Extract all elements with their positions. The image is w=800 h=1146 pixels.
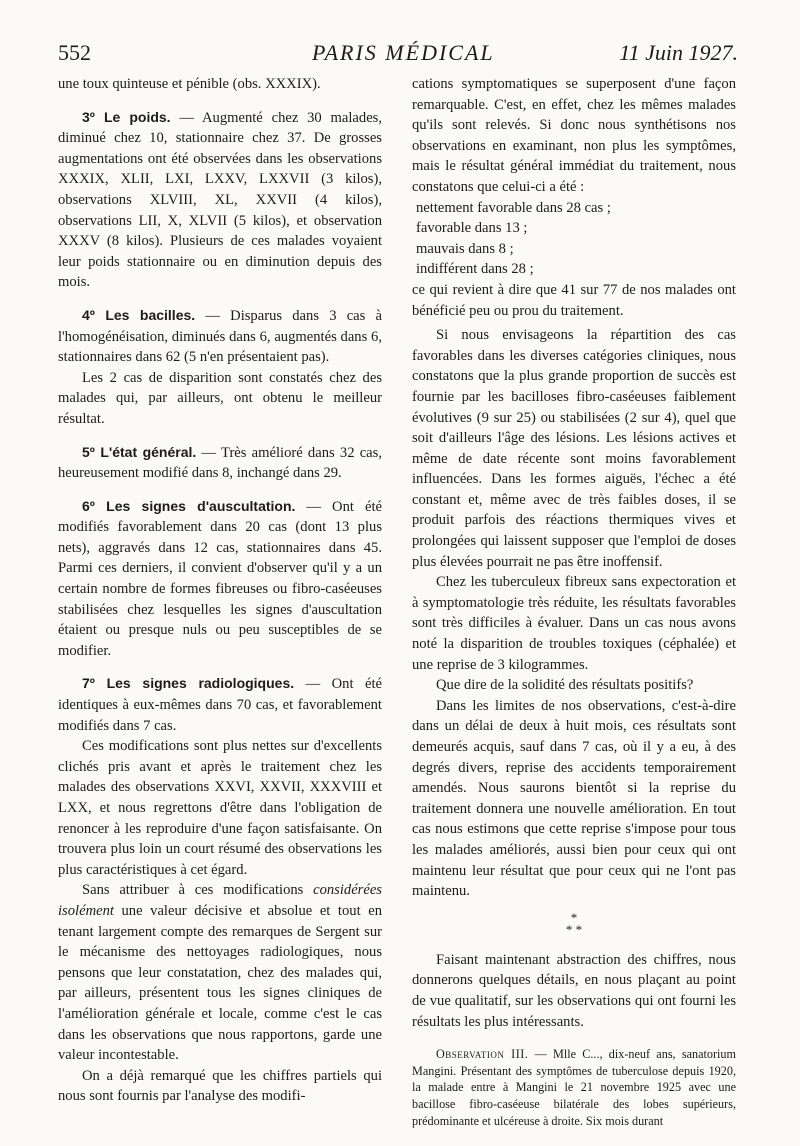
section-general-state: [58, 442, 382, 484]
section-text: — Très amélioré dans 32 cas, heureusement modifié dans 8, inchangé dans 29.: [58, 444, 382, 482]
section-text: — Disparus dans 3 cas à l'homogénéisation, diminués dans 6, augmentés dans 6, stationnaires dans 62 (5 n'en présentaient pas).: [58, 307, 383, 366]
section-text: — Ont été modifiés favorablement dans 20 cas (dont 13 plus nets), aggravés dans 12 cas, stationnaires dans 45. Parmi ces derniers, il convient d'observer qu'il y a un certain nombre de formes fibreuses ou fibro-caséeuses stabilisées chez lesquelles les signes d'auscultation étaient ou presque nuls ou peu susceptibles de se modifier.: [58, 498, 382, 659]
paragraph: Que dire de la solidité des résultats positifs?: [436, 677, 694, 694]
paragraph: Sans attribuer à ces modifications considérées isolément une valeur décisive et absolue et tout en tenant largement compte des remarques de Sergent sur le mécanisme des nettoyages radiologiques, nous pensons que leur constatation, chez des malades qui, par ailleurs, présentent tous les signes cliniques de l'amélioration générale et locale, comme c'est le cas dans les observations que nous rapportons, garde une valeur incontestable.: [58, 882, 382, 1064]
paragraph: Chez les tuberculeux fibreux sans expectoration et à symptomatologie très réduite, les résultats favorables sont très difficiles à évaluer. Dans un cas nous avons noté la disparition de troubles toxiques (céphalée) et une reprise de 3 kilogrammes.: [412, 574, 736, 673]
result-list-item: nettement favorable dans 28 cas ;: [416, 199, 611, 216]
result-list-item: indifférent dans 28 ;: [416, 261, 534, 278]
section-heading: 7º Les signes radiologiques.: [82, 675, 295, 692]
emphasis: considérées isolément: [58, 882, 382, 919]
section-text: — Ont été identiques à eux-mêmes dans 70 cas, et favorablement modifiés dans 7 cas.: [58, 676, 382, 734]
right-column: [412, 74, 736, 1129]
running-header: [58, 38, 738, 70]
section-weight: [58, 107, 382, 293]
paragraph: Faisant maintenant abstraction des chiffres, nous donnerons quelques détails, en nous plaçant au point de vue qualitatif, sur les observations qui ont fourni les résultats les plus intéressants.: [412, 951, 736, 1030]
section-radiological: [58, 673, 382, 736]
section-auscultation: [58, 496, 382, 662]
left-column: [58, 74, 382, 1107]
journal-title: PARIS MÉDICAL: [312, 40, 495, 65]
result-list-item: mauvais dans 8 ;: [416, 240, 514, 257]
section-heading: 5º L'état général.: [82, 443, 197, 460]
observation-entry: [412, 1046, 736, 1129]
paragraph: cations symptomatiques se superposent d'une façon remarquable. C'est, en effet, chez les mêmes malades qu'ils sont relevés. Si donc nous synthétisons nos observations en examinant, non plus les symptômes, mais le résultat général immédiat du traitement, nous constatons que celui-ci a été :: [412, 76, 736, 195]
section-heading: 4º Les bacilles.: [82, 306, 196, 323]
paragraph: Les 2 cas de disparition sont constatés chez des malades qui, par ailleurs, ont obtenu le meilleur résultat.: [58, 369, 382, 427]
observation-text: — Mlle C..., dix-neuf ans, sanatorium Mangini. Présentant des symptômes de tuberculose depuis 1920, la malade entre à Mangini le 21 novembre 1925 avec une bacillose fibro-caséeuse bilatérale des lobes supérieurs, prédominante et ulcéreuse à droite. Six mois durant: [412, 1047, 736, 1128]
paragraph: Si nous envisageons la répartition des cas favorables dans les diverses catégories cliniques, nous constatons que la plus grande proportion de succès est fournie par les bacilloses fibro-caséeuses faiblement évolutives (9 sur 25) ou stabilisées (2 sur 4), quel que soit d'ailleurs l'âge des lésions. Les lésions actives et même de date récente sont moins favorablement influencées. Dans les formes aiguës, l'échec a été constant et, même avec de très faibles doses, il se produit parfois des réactions thermiques vives et prolongées qui laissent supposer que l'emploi de doses plus élevées pourrait ne pas être inoffensif.: [412, 327, 736, 570]
paragraph: Ces modifications sont plus nettes sur d'excellents clichés pris avant et après le traitement chez les malades des observations XXVI, XXVII, XXXVIII et LXX, et nous regrettons d'être dans l'obligation de renoncer à les reproduire d'une façon satisfaisante. On trouvera plus loin un court résumé des observations les plus caractéristiques à cet égard.: [58, 738, 382, 878]
issue-date: 11 Juin 1927.: [619, 40, 738, 65]
page-number: 552: [58, 40, 91, 65]
paragraph: On a déjà remarqué que les chiffres partiels qui nous sont fournis par l'analyse des modifi-: [58, 1067, 382, 1105]
asterism-separator: * * *: [565, 909, 583, 937]
result-list-item: favorable dans 13 ;: [416, 220, 528, 237]
paragraph: ce qui revient à dire que 41 sur 77 de nos malades ont bénéficié peu ou prou du traitement.: [412, 281, 736, 319]
section-text: — Augmenté chez 30 malades, diminué chez 10, stationnaire chez 37. De grosses augmentations ont été observées dans les observations XXXIX, XLII, LXI, LXXV, LXXVII (3 kilos), observations XLVIII, XL, XXVII (4 kilos), observations LII, X, XLVII (5 kilos), et observation XXXV (8 kilos). Plusieurs de ces malades voyaient leur poids stationnaire ou en diminution depuis des mois.: [58, 109, 382, 291]
section-heading: 3º Le poids.: [82, 108, 171, 125]
section-heading: 6º Les signes d'auscultation.: [82, 497, 296, 514]
paragraph: une toux quinteuse et pénible (obs. XXXIX).: [58, 76, 321, 92]
observation-label: Observation III.: [436, 1047, 529, 1062]
paragraph: Dans les limites de nos observations, c'est-à-dire dans un délai de deux à huit mois, ces résultats sont demeurés acquis, sauf dans 7 cas, où il y a eu, à des degrés divers, reprise des accidents temporairement amendés. Nous saurons bientôt si la reprise du traitement donnera une nouvelle amélioration. En tout cas nous estimons que cette reprise s'impose pour tous les malades améliorés, aussi bien pour ceux qui ont maintenu leur résultat que pour ceux qui ne l'ont pas maintenu.: [412, 697, 736, 900]
section-bacilli: [58, 305, 382, 368]
